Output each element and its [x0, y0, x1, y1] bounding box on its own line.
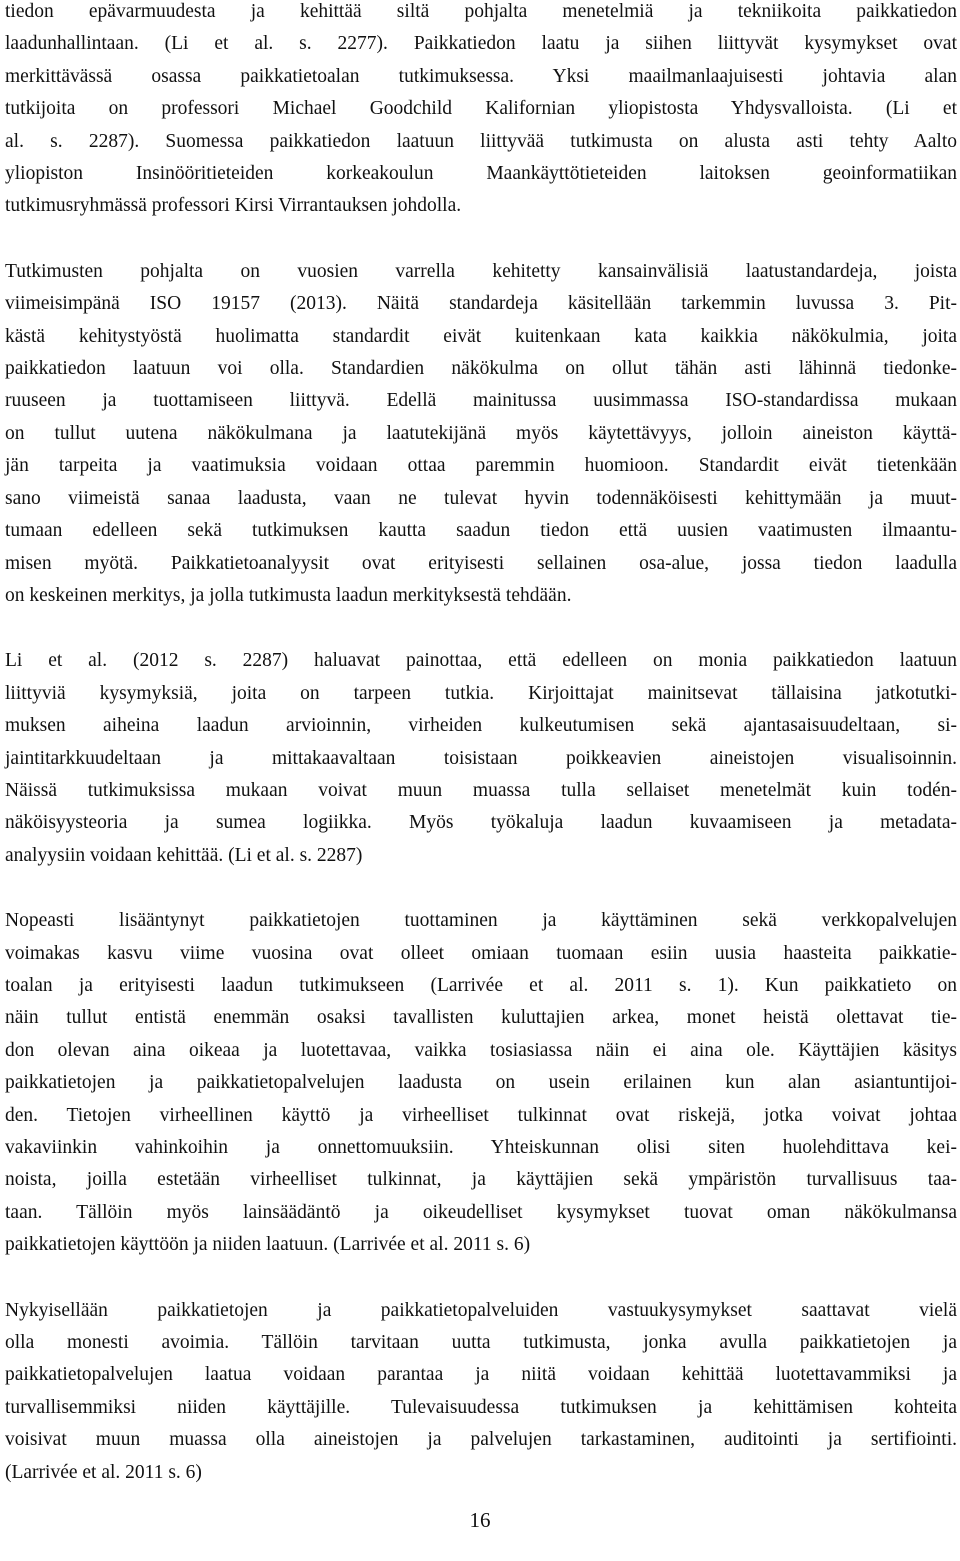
- text-line: paikkatietopalvelujen laatua voidaan parantaa ja niitä voidaan kehittää luotettavammiksi ja: [5, 1364, 957, 1386]
- text-line: laadunhallintaan. (Li et al. s. 2277). Paikkatiedon laatu ja siihen liittyvät kysymykset ovat: [5, 33, 957, 55]
- text-line: jaintitarkkuudeltaan ja mittakaavaltaan toisistaan poikkeavien aineistojen visualisoinnin.: [5, 747, 957, 769]
- text-line: analyysiin voidaan kehittää. (Li et al. s. 2287): [5, 844, 363, 866]
- text-line: liittyviä kysymyksiä, joita on tarpeen tutkia. Kirjoittajat mainitsevat tällaisina jatkotutki-: [5, 682, 957, 704]
- text-line: vakaviinkin vahinkoihin ja onnettomuuksiin. Yhteiskunnan olisi siten huolehdittava kei-: [5, 1137, 957, 1158]
- text-line: Nopeasti lisääntynyt paikkatietojen tuottaminen ja käyttäminen sekä verkkopalvelujen: [5, 910, 957, 932]
- text-line: sano viimeistä sanaa laadusta, vaan ne tulevat hyvin todennäköisesti kehittymään ja muut-: [5, 487, 957, 509]
- text-line: merkittävässä osassa paikkatietoalan tutkimuksessa. Yksi maailmanlaajuisesti johtavia alan: [5, 65, 957, 87]
- text-line: toalan ja erityisesti laadun tutkimukseen (Larrivée et al. 2011 s. 1). Kun paikkatieto on: [5, 974, 957, 996]
- paragraph-4: [5, 905, 957, 1261]
- text-line: Li et al. (2012 s. 2287) haluavat painottaa, että edelleen on monia paikkatiedon laatuun: [5, 650, 957, 672]
- text-line: näköisyysteoria ja sumea logiikka. Myös työkaluja laadun kuvaamiseen ja metadata-: [5, 812, 957, 834]
- text-line: muksen aiheina laadun arvioinnin, virheiden kulkeutumisen sekä ajantasaisuudeltaan, si-: [5, 715, 957, 737]
- text-line: olla monesti avoimia. Tällöin tarvitaan uutta tutkimusta, jonka avulla paikkatietojen ja: [5, 1332, 957, 1354]
- text-line: tumaan edelleen sekä tutkimuksen kautta saadun tiedon että uusien vaatimusten ilmaantu-: [5, 520, 957, 542]
- text-line: on tullut uutena näkökulmana ja laatutekijänä myös käytettävyys, jolloin aineiston käyttä-: [5, 422, 957, 444]
- document-page: [5, 0, 957, 1522]
- text-line: Nykyisellään paikkatietojen ja paikkatietopalveluiden vastuukysymykset saattavat vielä: [5, 1299, 957, 1321]
- paragraph-3: [5, 645, 957, 872]
- text-line: viimeisimpänä ISO 19157 (2013). Näitä standardeja käsitellään tarkemmin luvussa 3. Pit-: [5, 293, 957, 315]
- text-line: taan. Tällöin myös lainsäädäntö ja oikeudelliset kysymykset tuovat oman näkökulmansa: [5, 1201, 957, 1223]
- paragraph-5: [5, 1295, 957, 1489]
- text-line: paikkatiedon laatuun voi olla. Standardien näkökulma on ollut tähän asti lähinnä tiedonke-: [5, 358, 957, 380]
- text-line: ruuseen ja tuottamiseen liittyvä. Edellä mainitussa uusimmassa ISO-standardissa mukaan: [5, 390, 957, 412]
- paragraph-1: [5, 0, 957, 223]
- page-number: 16: [469, 1508, 491, 1532]
- text-line: Näissä tutkimuksissa mukaan voivat muun muassa tulla sellaiset menetelmät kuin todén-: [5, 779, 957, 801]
- text-line: tutkijoita on professori Michael Goodchild Kalifornian yliopistosta Yhdysvalloista. (Li et: [5, 98, 957, 120]
- text-line: tutkimusryhmässä professori Kirsi Virrantauksen johdolla.: [5, 195, 462, 217]
- text-line: paikkatietojen ja paikkatietopalvelujen laadusta on usein erilainen kun alan asiantuntijoi-: [5, 1072, 957, 1094]
- text-line: paikkatietojen käyttöön ja niiden laatuun. (Larrivée et al. 2011 s. 6): [5, 1234, 531, 1256]
- text-line: Tutkimusten pohjalta on vuosien varrella kehitetty kansainvälisiä laatustandardeja, joista: [5, 260, 957, 282]
- text-line: on keskeinen merkitys, ja jolla tutkimusta laadun merkityksestä tehdään.: [5, 584, 572, 606]
- text-line: voimakas kasvu viime vuosina ovat olleet omiaan tuomaan esiin uusia haasteita paikkatie-: [5, 942, 957, 964]
- text-line: jän tarpeita ja vaatimuksia voidaan ottaa paremmin huomioon. Standardit eivät tietenkään: [5, 455, 957, 477]
- text-line: turvallisemmiksi niiden käyttäjille. Tulevaisuudessa tutkimuksen ja kehittämisen kohteita: [5, 1396, 957, 1418]
- paragraph-2: [5, 256, 957, 612]
- text-line: voisivat muun muassa olla aineistojen ja palvelujen tarkastaminen, auditointi ja sertifiointi.: [5, 1429, 957, 1451]
- text-line: misen myötä. Paikkatietoanalyysit ovat erityisesti sellainen osa-alue, jossa tiedon laadulla: [5, 552, 957, 574]
- text-line: den. Tietojen virheellinen käyttö ja virheelliset tulkinnat ovat riskejä, jotka voivat johtaa: [5, 1104, 957, 1126]
- text-line: yliopiston Insinööritieteiden korkeakoulun Maankäyttötieteiden laitoksen geoinformatiikan: [5, 163, 957, 185]
- text-line: al. s. 2287). Suomessa paikkatiedon laatuun liittyvää tutkimusta on alusta asti tehty Aalto: [5, 130, 957, 152]
- text-line: tiedon epävarmuudesta ja kehittää siltä pohjalta menetelmiä ja tekniikoita paikkatiedon: [5, 1, 957, 22]
- text-line: näin tullut entistä enemmän osaksi tavallisten kuluttajien arkea, monet heistä olettavat tie-: [5, 1007, 957, 1029]
- text-line: (Larrivée et al. 2011 s. 6): [5, 1461, 202, 1483]
- text-line: noista, joilla estetään virheelliset tulkinnat, ja käyttäjien sekä ympäristön turvallisuus taa-: [5, 1169, 957, 1191]
- text-line: don olevan aina oikeaa ja luotettavaa, vaikka tosiasiassa näin ei aina ole. Käyttäjien käsitys: [5, 1039, 957, 1061]
- text-line: kästä kehitystyöstä huolimatta standardit eivät kuitenkaan kata kaikkia näkökulmia, joita: [5, 325, 957, 347]
